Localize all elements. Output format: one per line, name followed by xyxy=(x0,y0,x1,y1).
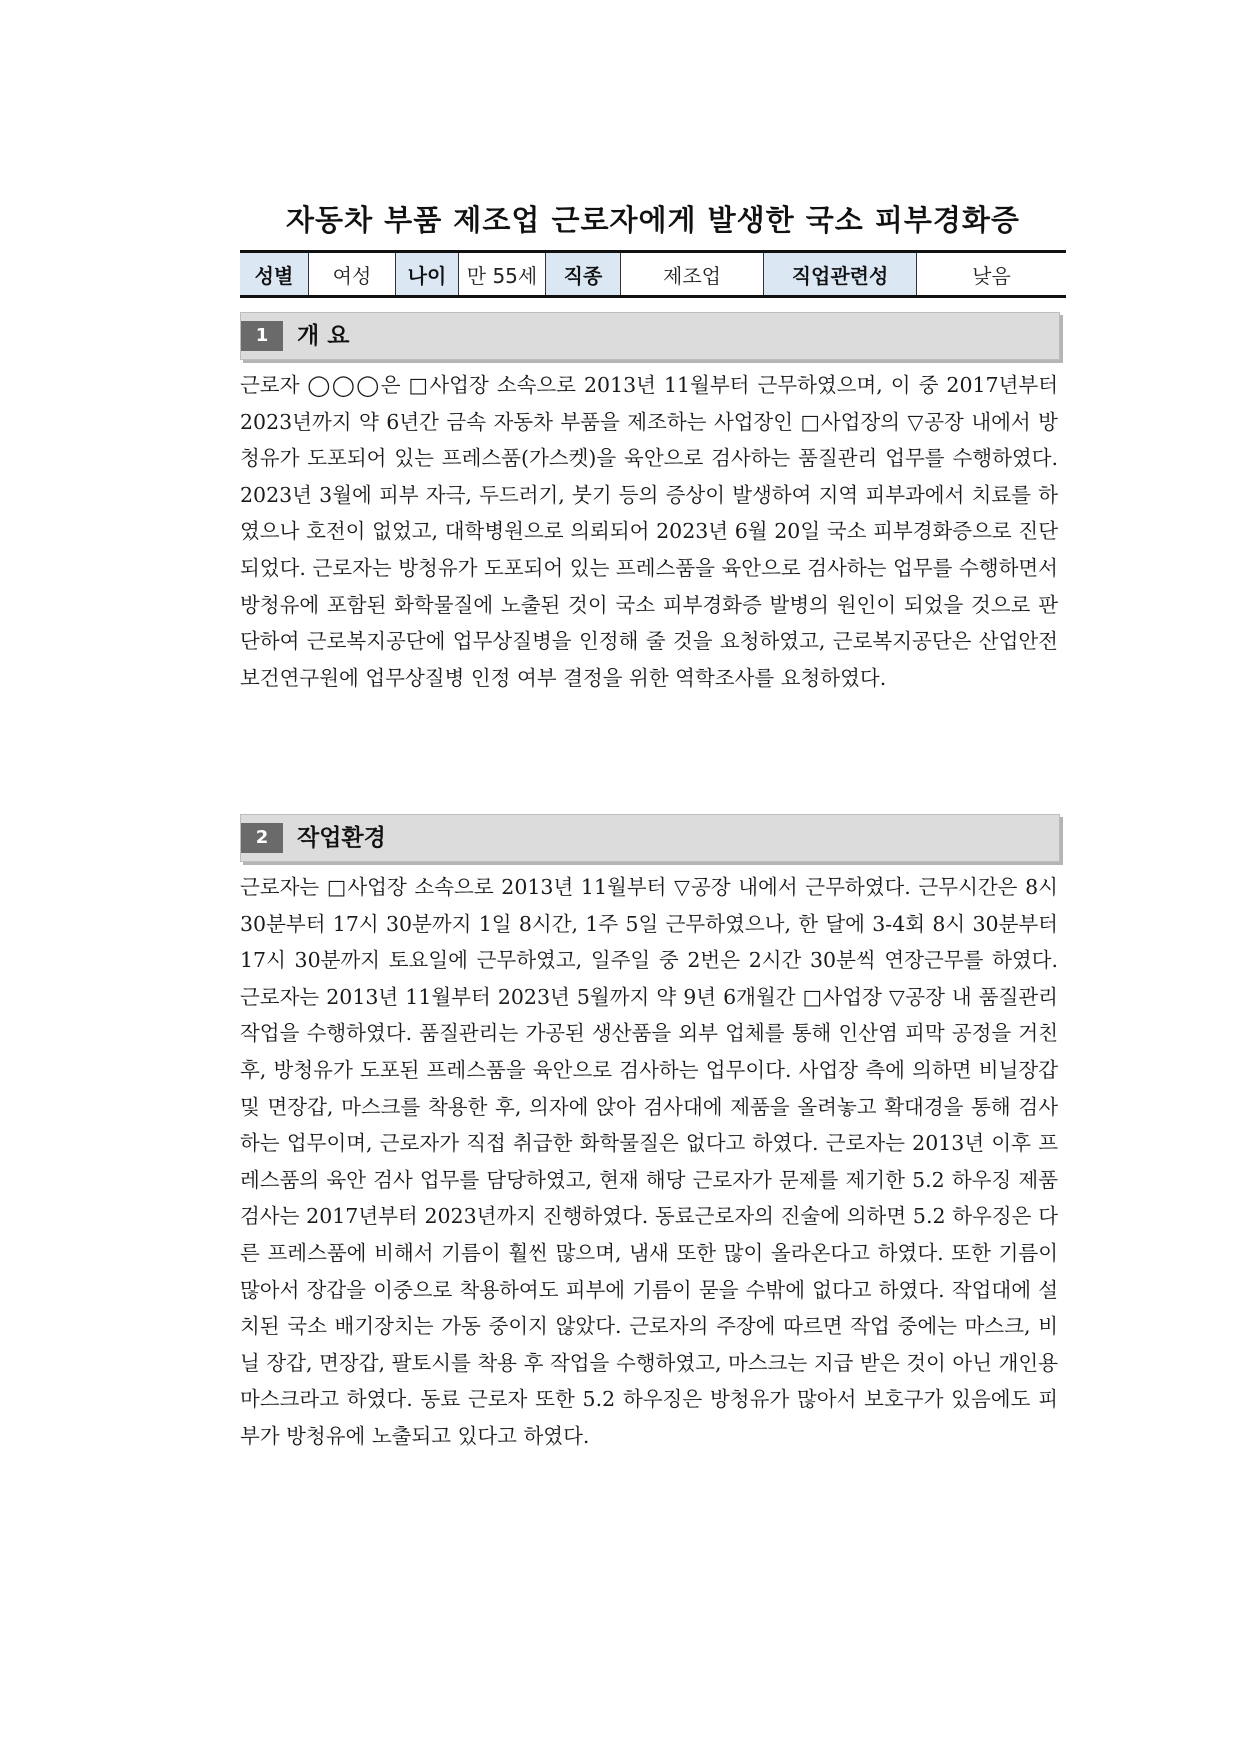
section-header-work-environment xyxy=(240,814,1060,862)
section-title: 개 요 xyxy=(297,323,350,349)
section-title: 작업환경 xyxy=(297,825,386,851)
sex-label: 성별 xyxy=(240,252,309,297)
case-info-table xyxy=(240,250,1066,298)
section-body-work-environment: 근로자는 □사업장 소속으로 2013년 11월부터 ▽공장 내에서 근무하였다. 근무시간은 8시 30분부터 17시 30분까지 1일 8시간, 1주 5일 근무하였으나, 한 달에 3-4회 8시 30분부터 17시 30분까지 토요일에 근무하였고, 일주일 중 2번은 2시간 30분씩 연장근무를 하였다. 근로자는 2013년 11월부터 2023년 5월까지 약 9년 6개월간 □사업장 ▽공장 내 품질관리 작업을 수행하였다. 품질관리는 가공된 생산품을 외부 업체를 통해 인산염 피막 공정을 거친 후, 방청유가 도포된 프레스품을 육안으로 검사하는 업무이다. 사업장 측에 의하면 비닐장갑 및 면장갑, 마스크를 착용한 후, 의자에 앉아 검사대에 제품을 올려놓고 확대경을 통해 검사하는 업무이며, 근로자가 직접 취급한 화학물질은 없다고 하였다. 근로자는 2013년 이후 프레스품의 육안 검사 업무를 담당하였고, 현재 해당 근로자가 문제를 제기한 5.2 하우징 제품 검사는 2017년부터 2023년까지 진행하였다. 동료근로자의 진술에 의하면 5.2 하우징은 다른 프레스품에 비해서 기름이 훨씬 많으며, 냄새 또한 많이 올라온다고 하였다. 또한 기름이 많아서 장갑을 이중으로 착용하여도 피부에 기름이 묻을 수밖에 없다고 하였다. 작업대에 설치된 국소 배기장치는 가동 중이지 않았다. 근로자의 주장에 따르면 작업 중에는 마스크, 비닐 장갑, 면장갑, 팔토시를 착용 후 작업을 수행하였고, 마스크는 지급 받은 것이 아닌 개인용 마스크라고 하였다. 동료 근로자 또한 5.2 하우징은 방청유가 많아서 보호구가 있음에도 피부가 방청유에 노출되고 있다고 하였다. xyxy=(240,875,1058,1448)
relevance-value: 낮음 xyxy=(917,252,1067,297)
age-value: 만 55세 xyxy=(459,252,546,297)
section-number: 1 xyxy=(241,321,283,351)
section-body-overview: 근로자 ◯◯◯은 □사업장 소속으로 2013년 11월부터 근무하였으며, 이 중 2017년부터 2023년까지 약 6년간 금속 자동차 부품을 제조하는 사업장인 □사업장의 ▽공장 내에서 방청유가 도포되어 있는 프레스품(가스켓)을 육안으로 검사하는 품질관리 업무를 수행하였다. 2023년 3월에 피부 자극, 두드러기, 붓기 등의 증상이 발생하여 지역 피부과에서 치료를 하였으나 호전이 없었고, 대학병원으로 의뢰되어 2023년 6월 20일 국소 피부경화증으로 진단되었다. 근로자는 방청유가 도포되어 있는 프레스품을 육안으로 검사하는 업무를 수행하면서 방청유에 포함된 화학물질에 노출된 것이 국소 피부경화증 발병의 원인이 되었을 것으로 판단하여 근로복지공단에 업무상질병을 인정해 줄 것을 요청하였고, 근로복지공단은 산업안전보건연구원에 업무상질병 인정 여부 결정을 위한 역학조사를 요청하였다. xyxy=(240,373,1058,690)
document-title: 자동차 부품 제조업 근로자에게 발생한 국소 피부경화증 xyxy=(286,203,1020,237)
section-number: 2 xyxy=(241,823,283,853)
age-label: 나이 xyxy=(396,252,459,297)
sex-value: 여성 xyxy=(309,252,396,297)
job-value: 제조업 xyxy=(621,252,764,297)
job-label: 직종 xyxy=(546,252,621,297)
section-header-overview xyxy=(240,312,1060,360)
relevance-label: 직업관련성 xyxy=(764,252,917,297)
case-info-row xyxy=(240,252,1066,297)
